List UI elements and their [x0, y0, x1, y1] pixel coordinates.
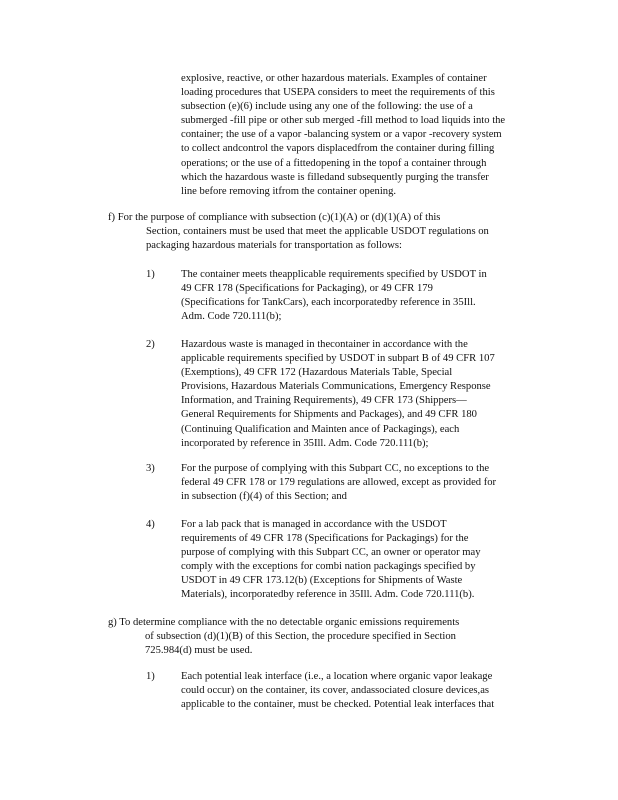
text-line: federal 49 CFR 178 or 179 regulations are allowed, except as provided for	[181, 477, 497, 489]
text-line: could occur) on the container, its cover, andassociated closure devices,as	[181, 685, 490, 697]
text-line: g) To determine compliance with the no detectable organic emissions requirements	[108, 617, 460, 628]
text-line: submerged -fill pipe or other sub merged -fill method to load liquids into the	[181, 115, 506, 127]
continued-paragraph	[181, 72, 537, 199]
text-line: For a lab pack that is managed in accordance with the USDOT	[181, 519, 447, 530]
text-line: For the purpose of complying with this Subpart CC, no exceptions to the	[181, 463, 490, 474]
text-line: comply with the exceptions for combi nation packagings specified by	[181, 561, 476, 573]
section-f-item-1	[181, 268, 531, 324]
text-line: to collect andcontrol the vapors displacedfrom the container during filling	[181, 143, 495, 155]
text-line: Materials), incorporatedby reference in 35Ill. Adm. Code 720.111(b).	[181, 589, 475, 601]
text-line: operations; or the use of a fittedopening in the topof a container through	[181, 157, 487, 169]
item-number: 1)	[146, 269, 155, 280]
text-line: (Exemptions), 49 CFR 172 (Hazardous Materials Table, Special	[181, 367, 453, 379]
section-f-item-3	[181, 462, 538, 504]
text-line: (Specifications for TankCars), each incorporatedby reference in 35Ill.	[181, 297, 476, 309]
text-line: f) For the purpose of compliance with subsection (c)(1)(A) or (d)(1)(A) of this	[108, 212, 441, 223]
text-line: 725.984(d) must be used.	[145, 645, 253, 657]
text-line: General Requirements for Shipments and Packages), and 49 CFR 180	[181, 409, 477, 421]
item-number: 4)	[146, 519, 155, 530]
text-line: applicable requirements specified by USDOT in subpart B of 49 CFR 107	[181, 353, 495, 365]
text-line: The container meets theapplicable requirements specified by USDOT in	[181, 269, 487, 280]
section-g-paragraph	[108, 616, 508, 658]
text-line: incorporated by reference in 35Ill. Adm. Code 720.111(b);	[181, 437, 429, 449]
item-number: 2)	[146, 339, 155, 350]
section-f-item-4	[181, 518, 521, 603]
text-line: (Continuing Qualification and Mainten ance of Packagings), each	[181, 423, 460, 435]
item-number: 1)	[146, 671, 155, 682]
text-line: subsection (e)(6) include using any one of the following: the use of a	[181, 101, 473, 113]
text-line: USDOT in 49 CFR 173.12(b) (Exceptions for Shipments of Waste	[181, 575, 463, 587]
text-line: Each potential leak interface (i.e., a location where organic vapor leakage	[181, 671, 493, 682]
item-number: 3)	[146, 463, 155, 474]
section-f-paragraph	[108, 211, 533, 253]
text-line: loading procedures that USEPA considers to meet the requirements of this	[181, 87, 495, 99]
text-line: line before removing itfrom the container opening.	[181, 185, 397, 197]
text-line: 49 CFR 178 (Specifications for Packaging), or 49 CFR 179	[181, 283, 433, 295]
text-line: purpose of complying with this Subpart CC, an owner or operator may	[181, 547, 481, 559]
text-line: explosive, reactive, or other hazardous materials. Examples of container	[181, 73, 487, 84]
text-line: Information, and Training Requirements), 49 CFR 173 (Shippers—	[181, 395, 467, 407]
text-line: of subsection (d)(1)(B) of this Section, the procedure specified in Section	[145, 631, 456, 643]
text-line: in subsection (f)(4) of this Section; and	[181, 491, 347, 503]
section-g-item-1	[181, 670, 539, 712]
text-line: packaging hazardous materials for transportation as follows:	[146, 240, 402, 252]
text-line: applicable to the container, must be checked. Potential leak interfaces that	[181, 699, 495, 711]
text-line: Hazardous waste is managed in thecontainer in accordance with the	[181, 339, 468, 350]
text-line: Provisions, Hazardous Materials Communications, Emergency Response	[181, 381, 491, 393]
text-line: container; the use of a vapor -balancing system or a vapor -recovery system	[181, 129, 502, 141]
text-line: Adm. Code 720.111(b);	[181, 311, 282, 323]
text-line: requirements of 49 CFR 178 (Specifications for Packagings) for the	[181, 533, 469, 545]
text-line: which the hazardous waste is filledand subsequently purging the transfer	[181, 171, 489, 183]
section-f-item-2	[181, 338, 531, 451]
text-line: Section, containers must be used that meet the applicable USDOT regulations on	[146, 226, 489, 238]
